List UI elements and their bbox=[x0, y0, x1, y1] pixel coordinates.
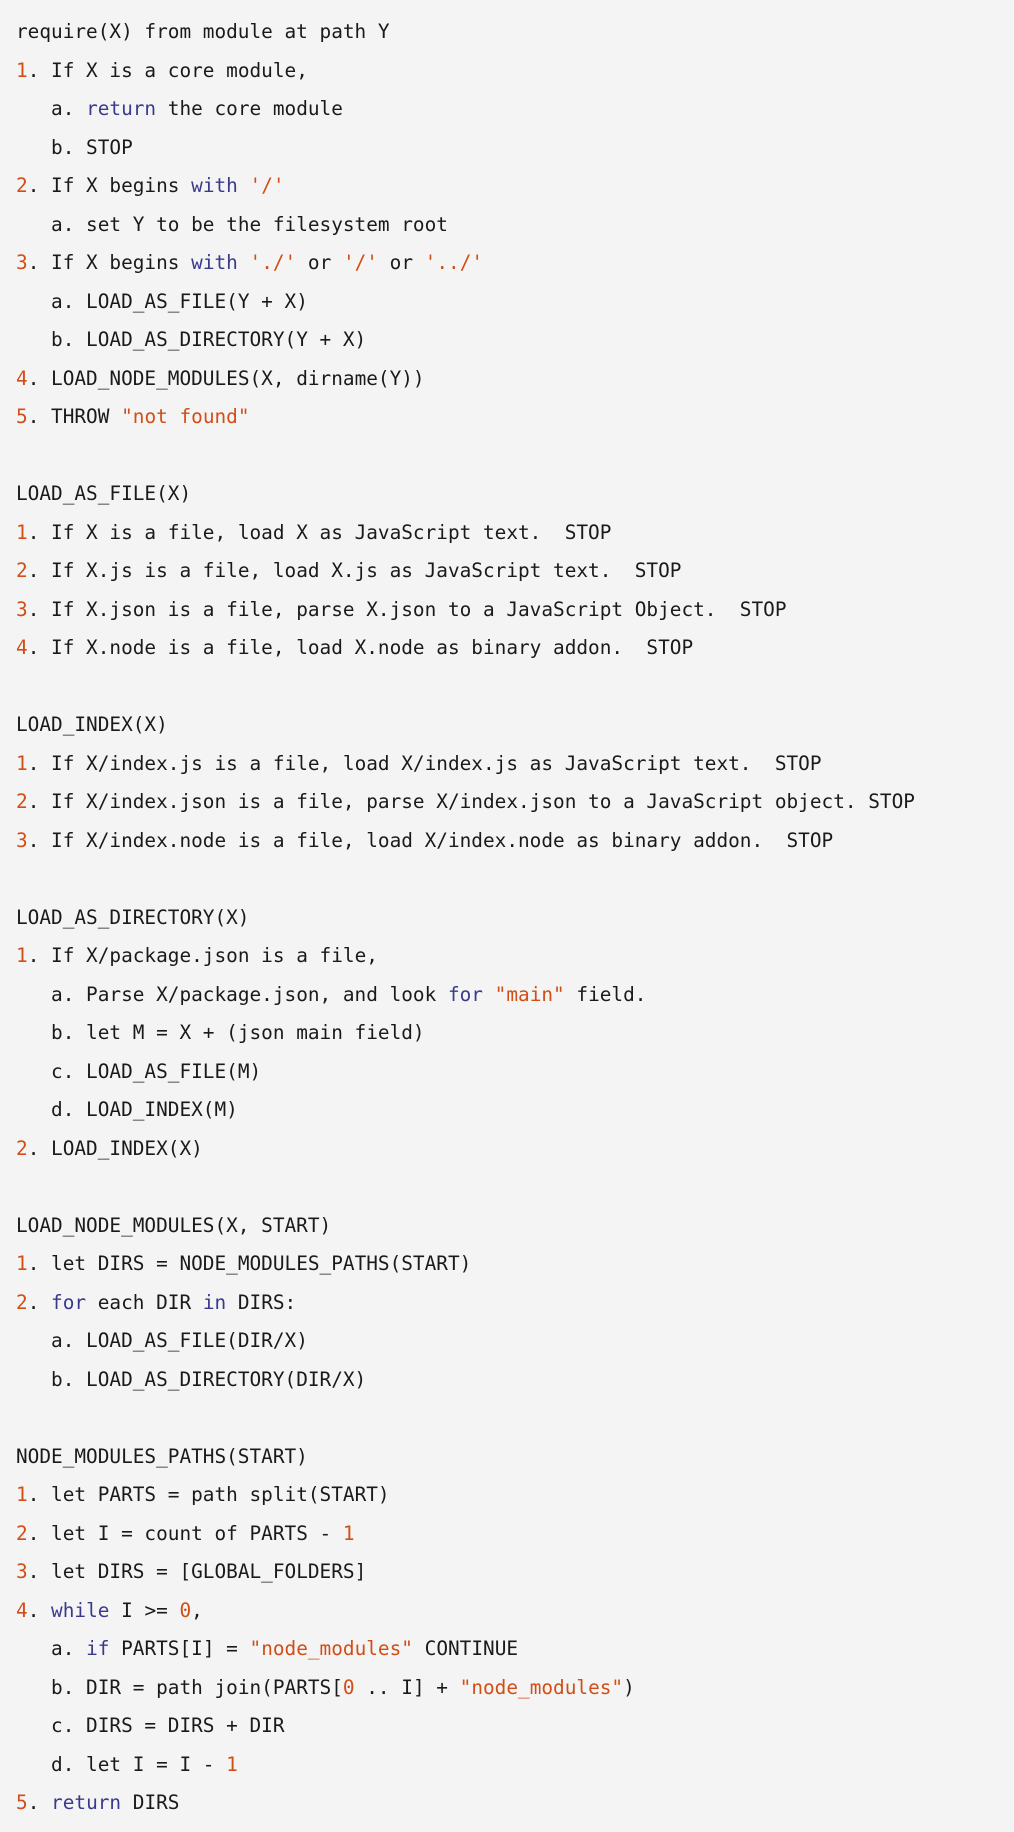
code-number: 2 bbox=[16, 1521, 28, 1545]
code-line bbox=[16, 1787, 915, 1826]
line-indent bbox=[16, 1637, 51, 1660]
code-number: 2 bbox=[16, 174, 28, 197]
code-text: . THROW bbox=[27, 405, 122, 428]
code-text: . let PARTS = path split(START) bbox=[27, 1483, 390, 1506]
code-line bbox=[16, 1094, 915, 1133]
code-text: . bbox=[27, 1791, 52, 1814]
code-keyword: with bbox=[191, 174, 238, 197]
code-text: d. LOAD_INDEX(M) bbox=[51, 1098, 238, 1121]
line-indent bbox=[16, 1060, 51, 1083]
line-indent bbox=[16, 1368, 51, 1391]
code-text: each DIR bbox=[86, 1290, 203, 1314]
code-number: 3 bbox=[16, 597, 28, 621]
code-text: . If X.json is a file, parse X.json to a JavaScript Object. STOP bbox=[27, 597, 787, 621]
code-line bbox=[16, 748, 915, 787]
code-number: 1 bbox=[226, 1752, 238, 1776]
code-line bbox=[16, 247, 915, 286]
code-line bbox=[16, 1710, 915, 1749]
code-text: . If X is a core module, bbox=[27, 58, 308, 82]
code-string: '../' bbox=[424, 251, 484, 274]
code-line bbox=[16, 132, 915, 171]
code-text: . LOAD_INDEX(X) bbox=[27, 1136, 203, 1160]
code-number: 4 bbox=[16, 366, 28, 390]
code-keyword: while bbox=[51, 1598, 110, 1622]
code-line bbox=[16, 363, 915, 402]
code-line bbox=[16, 286, 915, 325]
blank-line bbox=[16, 671, 915, 710]
code-text: c. DIRS = DIRS + DIR bbox=[51, 1714, 285, 1737]
code-line bbox=[16, 1017, 915, 1056]
code-number: 1 bbox=[16, 58, 28, 82]
code-line bbox=[16, 979, 915, 1018]
code-line bbox=[16, 1595, 915, 1634]
code-line bbox=[16, 209, 915, 248]
code-line bbox=[16, 1210, 915, 1249]
code-line bbox=[16, 1325, 915, 1364]
code-line bbox=[16, 1633, 915, 1672]
code-text: . let I = count of PARTS - bbox=[27, 1521, 343, 1545]
code-text: DIRS bbox=[121, 1791, 180, 1814]
code-text bbox=[238, 251, 250, 274]
code-text: the core module bbox=[156, 97, 343, 120]
code-keyword: if bbox=[86, 1637, 110, 1660]
code-text: . let DIRS = [GLOBAL_FOLDERS] bbox=[27, 1560, 367, 1583]
blank-line bbox=[16, 863, 915, 902]
code-text: b. LOAD_AS_DIRECTORY(Y + X) bbox=[51, 328, 367, 351]
code-number: 2 bbox=[16, 1290, 28, 1314]
line-indent bbox=[16, 290, 51, 313]
code-number: 3 bbox=[16, 828, 28, 852]
code-keyword: for bbox=[51, 1290, 87, 1314]
code-text: a. LOAD_AS_FILE(DIR/X) bbox=[51, 1329, 308, 1352]
code-number: 3 bbox=[16, 251, 28, 274]
code-line bbox=[16, 940, 915, 979]
code-line bbox=[16, 594, 915, 633]
code-line bbox=[16, 401, 915, 440]
code-text: b. LOAD_AS_DIRECTORY(DIR/X) bbox=[51, 1367, 367, 1391]
code-text: , bbox=[191, 1598, 203, 1622]
code-keyword: in bbox=[202, 1290, 227, 1314]
code-text: c. LOAD_AS_FILE(M) bbox=[51, 1059, 262, 1083]
code-string: "node_modules" bbox=[249, 1637, 413, 1660]
code-text: d. let I = I - bbox=[51, 1752, 227, 1776]
code-text: . If X/package.json is a file, bbox=[27, 944, 378, 967]
code-text: LOAD_AS_FILE(X) bbox=[16, 482, 192, 505]
code-text: NODE_MODULES_PATHS(START) bbox=[16, 1444, 308, 1468]
blank-line bbox=[16, 440, 915, 479]
code-line bbox=[16, 709, 915, 748]
code-line bbox=[16, 632, 915, 671]
code-block bbox=[16, 16, 915, 1826]
code-number: 1 bbox=[16, 751, 28, 775]
code-text: LOAD_AS_DIRECTORY(X) bbox=[16, 905, 250, 929]
code-line bbox=[16, 1479, 915, 1518]
code-text: LOAD_NODE_MODULES(X, START) bbox=[16, 1213, 332, 1237]
code-text: CONTINUE bbox=[412, 1637, 519, 1660]
code-number: 1 bbox=[16, 944, 28, 967]
code-text: DIRS: bbox=[226, 1290, 297, 1314]
code-keyword: return bbox=[51, 1791, 122, 1814]
line-indent bbox=[16, 983, 51, 1006]
code-line bbox=[16, 786, 915, 825]
code-number: 5 bbox=[16, 1791, 28, 1814]
code-string: "not found" bbox=[121, 405, 250, 428]
code-text: a. LOAD_AS_FILE(Y + X) bbox=[51, 289, 308, 313]
code-line bbox=[16, 16, 915, 55]
code-line bbox=[16, 55, 915, 94]
code-line bbox=[16, 1441, 915, 1480]
code-number: 5 bbox=[16, 405, 28, 428]
code-number: 0 bbox=[179, 1598, 192, 1622]
line-indent bbox=[16, 1676, 51, 1699]
code-text: or bbox=[377, 251, 425, 274]
code-text: field. bbox=[564, 982, 647, 1006]
code-text: . LOAD_NODE_MODULES(X, dirname(Y)) bbox=[27, 366, 425, 390]
code-text: b. let M = X + (json main field) bbox=[51, 1021, 425, 1044]
code-text: ) bbox=[623, 1675, 635, 1699]
code-string: '/' bbox=[342, 251, 378, 274]
code-text bbox=[483, 983, 495, 1006]
line-indent bbox=[16, 1714, 51, 1737]
code-text: require(X) from module at path Y bbox=[16, 20, 390, 43]
code-keyword: for bbox=[447, 982, 483, 1006]
code-text: I >= bbox=[109, 1598, 180, 1622]
code-text: . If X/index.node is a file, load X/index.node as binary addon. STOP bbox=[27, 828, 834, 852]
code-line bbox=[16, 825, 915, 864]
code-line bbox=[16, 555, 915, 594]
code-number: 2 bbox=[16, 559, 28, 582]
code-line bbox=[16, 1056, 915, 1095]
code-text: a. bbox=[51, 1637, 87, 1660]
line-indent bbox=[16, 1753, 51, 1776]
code-text: . If X begins bbox=[27, 174, 192, 197]
line-indent bbox=[16, 1329, 51, 1352]
blank-line bbox=[16, 1402, 915, 1441]
code-line bbox=[16, 1133, 915, 1172]
line-indent bbox=[16, 97, 51, 120]
code-number: 2 bbox=[16, 790, 28, 813]
code-text: b. STOP bbox=[51, 135, 133, 159]
code-line bbox=[16, 1518, 915, 1557]
code-number: 1 bbox=[16, 520, 28, 544]
line-indent bbox=[16, 328, 51, 351]
code-text: PARTS[I] = bbox=[109, 1637, 250, 1660]
code-number: 1 bbox=[342, 1521, 355, 1545]
code-line bbox=[16, 170, 915, 209]
code-line bbox=[16, 1287, 915, 1326]
code-text: . If X/index.json is a file, parse X/index.json to a JavaScript object. STOP bbox=[27, 790, 915, 813]
code-line bbox=[16, 1556, 915, 1595]
code-text: LOAD_INDEX(X) bbox=[16, 713, 168, 736]
code-number: 1 bbox=[16, 1252, 28, 1275]
code-line bbox=[16, 1364, 915, 1403]
code-text: . If X is a file, load X as JavaScript text. STOP bbox=[27, 520, 612, 544]
code-text: a. set Y to be the filesystem root bbox=[51, 212, 448, 236]
code-text: .. I] + bbox=[354, 1675, 460, 1699]
code-text: . If X.node is a file, load X.node as binary addon. STOP bbox=[27, 636, 694, 659]
code-number: 0 bbox=[342, 1675, 355, 1699]
code-text: or bbox=[296, 251, 343, 274]
line-indent bbox=[16, 213, 51, 236]
code-line bbox=[16, 324, 915, 363]
line-indent bbox=[16, 1098, 51, 1121]
code-text bbox=[238, 174, 250, 197]
code-line bbox=[16, 1248, 915, 1287]
code-text: a. bbox=[51, 97, 87, 120]
code-text: . bbox=[27, 1598, 52, 1622]
code-line bbox=[16, 902, 915, 941]
code-number: 4 bbox=[16, 636, 28, 659]
code-number: 4 bbox=[16, 1598, 28, 1622]
code-number: 3 bbox=[16, 1560, 28, 1583]
code-keyword: with bbox=[191, 251, 238, 274]
code-line bbox=[16, 93, 915, 132]
code-number: 1 bbox=[16, 1483, 28, 1506]
code-string: './' bbox=[249, 251, 297, 274]
code-line bbox=[16, 478, 915, 517]
code-line bbox=[16, 1672, 915, 1711]
code-string: "node_modules" bbox=[459, 1675, 624, 1699]
code-text: b. DIR = path join(PARTS[ bbox=[51, 1675, 343, 1699]
code-keyword: return bbox=[86, 97, 157, 120]
line-indent bbox=[16, 136, 51, 159]
code-string: "main" bbox=[494, 982, 565, 1006]
code-text: a. Parse X/package.json, and look bbox=[51, 982, 448, 1006]
code-text: . If X.js is a file, load X.js as JavaScript text. STOP bbox=[27, 559, 682, 582]
code-text: . If X/index.js is a file, load X/index.js as JavaScript text. STOP bbox=[27, 751, 822, 775]
line-indent bbox=[16, 1021, 51, 1044]
code-text: . If X begins bbox=[27, 251, 192, 274]
blank-line bbox=[16, 1171, 915, 1210]
code-string: '/' bbox=[249, 174, 285, 197]
code-number: 2 bbox=[16, 1136, 28, 1160]
code-text: . let DIRS = NODE_MODULES_PATHS(START) bbox=[27, 1252, 472, 1275]
code-text: . bbox=[27, 1290, 52, 1314]
code-line bbox=[16, 517, 915, 556]
code-line bbox=[16, 1749, 915, 1788]
